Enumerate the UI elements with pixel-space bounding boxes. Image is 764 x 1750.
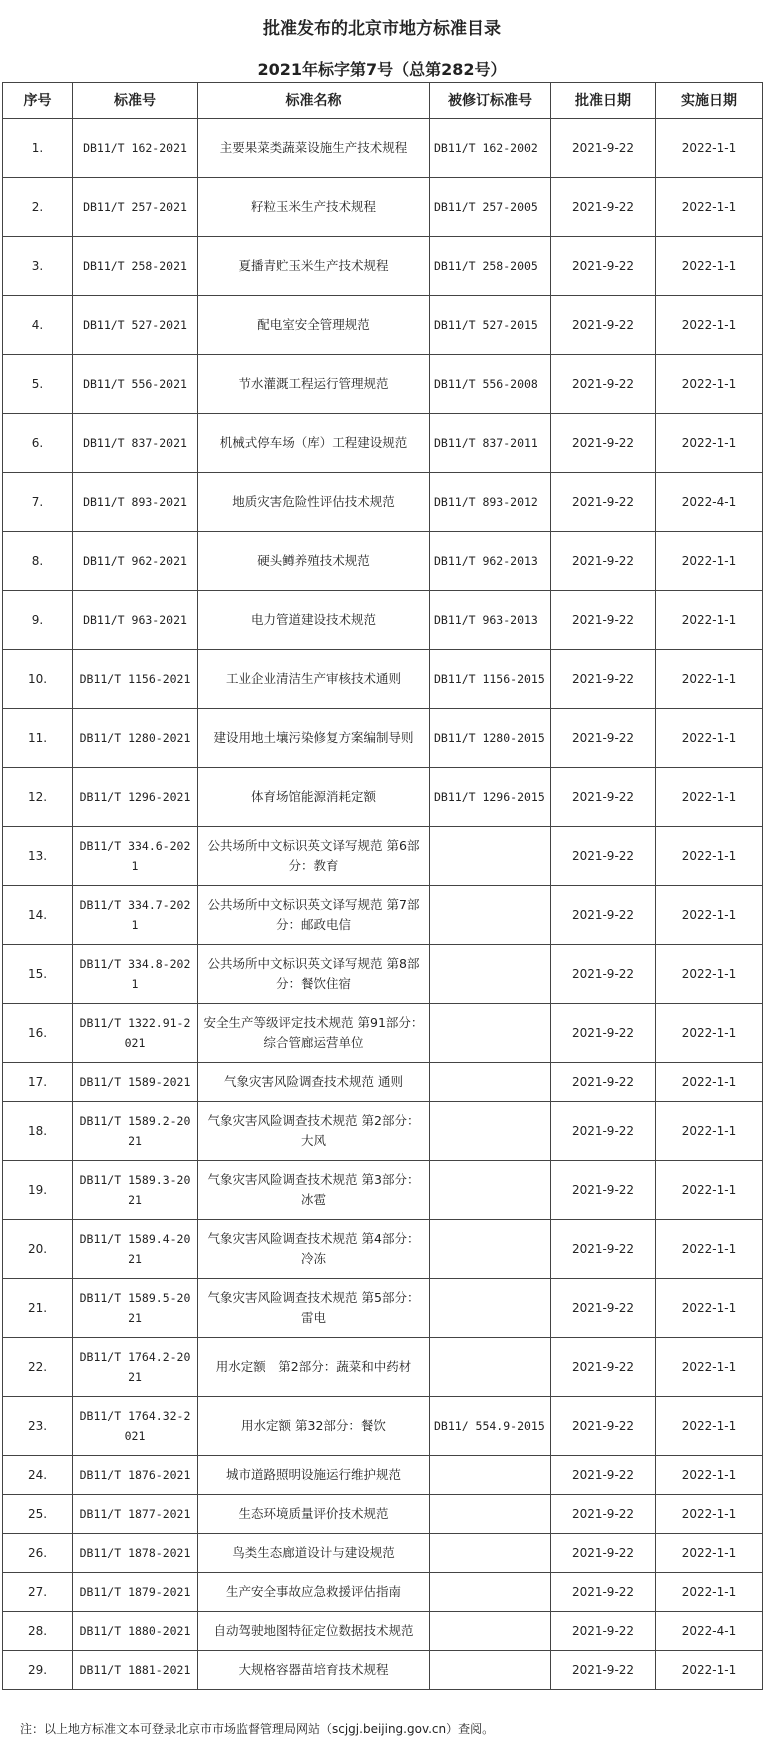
cell-effective: 2022-1-1: [656, 768, 763, 827]
cell-code: DB11/T 1881-2021: [73, 1651, 198, 1690]
cell-approved: 2021-9-22: [551, 1573, 656, 1612]
cell-name: 气象灾害风险调查技术规范 通则: [198, 1063, 430, 1102]
cell-approved: 2021-9-22: [551, 1495, 656, 1534]
cell-revised: DB11/T 1280-2015: [430, 709, 551, 768]
cell-name: 生态环境质量评价技术规范: [198, 1495, 430, 1534]
cell-name: 公共场所中文标识英文译写规范 第8部分：餐饮住宿: [198, 945, 430, 1004]
cell-no: 12.: [3, 768, 73, 827]
cell-revised: DB11/T 1156-2015: [430, 650, 551, 709]
cell-no: 21.: [3, 1279, 73, 1338]
cell-no: 28.: [3, 1612, 73, 1651]
table-row: [3, 1279, 763, 1338]
cell-name: 夏播青贮玉米生产技术规程: [198, 237, 430, 296]
cell-revised: [430, 945, 551, 1004]
column-header-code: 标准号: [73, 83, 198, 119]
cell-revised: [430, 827, 551, 886]
cell-effective: 2022-1-1: [656, 119, 763, 178]
cell-approved: 2021-9-22: [551, 1161, 656, 1220]
cell-effective: 2022-1-1: [656, 1534, 763, 1573]
cell-no: 9.: [3, 591, 73, 650]
cell-approved: 2021-9-22: [551, 414, 656, 473]
cell-name: 大规格容器苗培育技术规程: [198, 1651, 430, 1690]
cell-name: 生产安全事故应急救援评估指南: [198, 1573, 430, 1612]
cell-approved: 2021-9-22: [551, 945, 656, 1004]
cell-revised: [430, 1161, 551, 1220]
cell-effective: 2022-1-1: [656, 1573, 763, 1612]
cell-approved: 2021-9-22: [551, 178, 656, 237]
cell-code: DB11/T 1589-2021: [73, 1063, 198, 1102]
cell-approved: 2021-9-22: [551, 1102, 656, 1161]
table-row: [3, 1534, 763, 1573]
table-row: [3, 1161, 763, 1220]
cell-no: 16.: [3, 1004, 73, 1063]
cell-effective: 2022-1-1: [656, 650, 763, 709]
cell-revised: DB11/T 962-2013: [430, 532, 551, 591]
cell-effective: 2022-1-1: [656, 1063, 763, 1102]
cell-effective: 2022-1-1: [656, 1220, 763, 1279]
cell-effective: 2022-1-1: [656, 1161, 763, 1220]
cell-name: 硬头鳟养殖技术规范: [198, 532, 430, 591]
cell-revised: [430, 1220, 551, 1279]
cell-revised: [430, 1534, 551, 1573]
cell-approved: 2021-9-22: [551, 1397, 656, 1456]
cell-revised: [430, 1063, 551, 1102]
cell-no: 26.: [3, 1534, 73, 1573]
cell-no: 11.: [3, 709, 73, 768]
cell-revised: [430, 1495, 551, 1534]
cell-code: DB11/T 837-2021: [73, 414, 198, 473]
cell-approved: 2021-9-22: [551, 532, 656, 591]
cell-effective: 2022-1-1: [656, 532, 763, 591]
cell-no: 13.: [3, 827, 73, 886]
cell-name: 节水灌溉工程运行管理规范: [198, 355, 430, 414]
cell-name: 气象灾害风险调查技术规范 第4部分：冷冻: [198, 1220, 430, 1279]
cell-approved: 2021-9-22: [551, 1456, 656, 1495]
cell-approved: 2021-9-22: [551, 1651, 656, 1690]
cell-name: 气象灾害风险调查技术规范 第2部分：大风: [198, 1102, 430, 1161]
cell-approved: 2021-9-22: [551, 1004, 656, 1063]
cell-approved: 2021-9-22: [551, 768, 656, 827]
cell-no: 14.: [3, 886, 73, 945]
cell-no: 29.: [3, 1651, 73, 1690]
table-row: [3, 591, 763, 650]
table-row: [3, 945, 763, 1004]
cell-code: DB11/T 1880-2021: [73, 1612, 198, 1651]
cell-code: DB11/T 334.8-2021: [73, 945, 198, 1004]
table-row: [3, 532, 763, 591]
cell-approved: 2021-9-22: [551, 296, 656, 355]
cell-revised: DB11/ 554.9-2015: [430, 1397, 551, 1456]
cell-code: DB11/T 556-2021: [73, 355, 198, 414]
cell-revised: DB11/T 963-2013: [430, 591, 551, 650]
cell-effective: 2022-1-1: [656, 827, 763, 886]
cell-revised: [430, 1651, 551, 1690]
table-row: [3, 1004, 763, 1063]
cell-name: 电力管道建设技术规范: [198, 591, 430, 650]
table-row: [3, 709, 763, 768]
cell-name: 体育场馆能源消耗定额: [198, 768, 430, 827]
cell-code: DB11/T 1877-2021: [73, 1495, 198, 1534]
cell-revised: [430, 1456, 551, 1495]
cell-revised: [430, 1004, 551, 1063]
cell-name: 籽粒玉米生产技术规程: [198, 178, 430, 237]
cell-revised: DB11/T 556-2008: [430, 355, 551, 414]
table-row: [3, 119, 763, 178]
table-row: [3, 1220, 763, 1279]
cell-name: 鸟类生态廊道设计与建设规范: [198, 1534, 430, 1573]
cell-no: 22.: [3, 1338, 73, 1397]
cell-effective: 2022-4-1: [656, 1612, 763, 1651]
cell-no: 20.: [3, 1220, 73, 1279]
cell-name: 主要果菜类蔬菜设施生产技术规程: [198, 119, 430, 178]
cell-name: 用水定额 第32部分：餐饮: [198, 1397, 430, 1456]
cell-name: 气象灾害风险调查技术规范 第3部分：冰雹: [198, 1161, 430, 1220]
cell-no: 25.: [3, 1495, 73, 1534]
cell-effective: 2022-1-1: [656, 355, 763, 414]
table-row: [3, 237, 763, 296]
cell-no: 10.: [3, 650, 73, 709]
table-row: [3, 886, 763, 945]
cell-approved: 2021-9-22: [551, 119, 656, 178]
table-header-row: [3, 83, 763, 119]
cell-code: DB11/T 1589.5-2021: [73, 1279, 198, 1338]
cell-no: 6.: [3, 414, 73, 473]
cell-revised: DB11/T 162-2002: [430, 119, 551, 178]
cell-effective: 2022-1-1: [656, 709, 763, 768]
table-row: [3, 1063, 763, 1102]
cell-name: 自动驾驶地图特征定位数据技术规范: [198, 1612, 430, 1651]
footnote: 注：以上地方标准文本可登录北京市市场监督管理局网站（scjgj.beijing.gov.cn）查阅。: [20, 1722, 495, 1736]
cell-revised: [430, 1102, 551, 1161]
cell-code: DB11/T 1879-2021: [73, 1573, 198, 1612]
column-header-revised: 被修订标准号: [430, 83, 551, 119]
cell-no: 2.: [3, 178, 73, 237]
cell-code: DB11/T 963-2021: [73, 591, 198, 650]
cell-revised: [430, 1279, 551, 1338]
cell-effective: 2022-1-1: [656, 178, 763, 237]
cell-name: 公共场所中文标识英文译写规范 第6部分：教育: [198, 827, 430, 886]
cell-effective: 2022-1-1: [656, 1004, 763, 1063]
cell-no: 27.: [3, 1573, 73, 1612]
cell-effective: 2022-1-1: [656, 414, 763, 473]
cell-revised: [430, 886, 551, 945]
cell-code: DB11/T 1878-2021: [73, 1534, 198, 1573]
table-row: [3, 178, 763, 237]
cell-code: DB11/T 1589.4-2021: [73, 1220, 198, 1279]
cell-effective: 2022-1-1: [656, 1102, 763, 1161]
cell-approved: 2021-9-22: [551, 237, 656, 296]
page-title: 批准发布的北京市地方标准目录: [263, 19, 501, 39]
column-header-no: 序号: [3, 83, 73, 119]
cell-name: 用水定额 第2部分：蔬菜和中药材: [198, 1338, 430, 1397]
cell-code: DB11/T 1280-2021: [73, 709, 198, 768]
table-row: [3, 1495, 763, 1534]
cell-code: DB11/T 257-2021: [73, 178, 198, 237]
table-row: [3, 1573, 763, 1612]
cell-effective: 2022-1-1: [656, 1651, 763, 1690]
cell-name: 机械式停车场（库）工程建设规范: [198, 414, 430, 473]
column-header-effective: 实施日期: [656, 83, 763, 119]
cell-approved: 2021-9-22: [551, 1279, 656, 1338]
cell-no: 4.: [3, 296, 73, 355]
cell-approved: 2021-9-22: [551, 650, 656, 709]
cell-no: 3.: [3, 237, 73, 296]
cell-no: 8.: [3, 532, 73, 591]
cell-name: 地质灾害危险性评估技术规范: [198, 473, 430, 532]
cell-effective: 2022-1-1: [656, 296, 763, 355]
table-row: [3, 414, 763, 473]
cell-approved: 2021-9-22: [551, 355, 656, 414]
cell-code: DB11/T 527-2021: [73, 296, 198, 355]
cell-revised: DB11/T 893-2012: [430, 473, 551, 532]
cell-revised: [430, 1338, 551, 1397]
cell-code: DB11/T 334.7-2021: [73, 886, 198, 945]
cell-code: DB11/T 1764.32-2021: [73, 1397, 198, 1456]
cell-approved: 2021-9-22: [551, 473, 656, 532]
table-row: [3, 827, 763, 886]
cell-no: 7.: [3, 473, 73, 532]
cell-code: DB11/T 334.6-2021: [73, 827, 198, 886]
cell-revised: [430, 1573, 551, 1612]
cell-name: 公共场所中文标识英文译写规范 第7部分：邮政电信: [198, 886, 430, 945]
table-row: [3, 1102, 763, 1161]
table-row: [3, 1651, 763, 1690]
column-header-approved: 批准日期: [551, 83, 656, 119]
cell-effective: 2022-1-1: [656, 1397, 763, 1456]
table-body: [3, 119, 763, 1690]
cell-revised: DB11/T 1296-2015: [430, 768, 551, 827]
cell-effective: 2022-1-1: [656, 237, 763, 296]
cell-code: DB11/T 962-2021: [73, 532, 198, 591]
cell-no: 23.: [3, 1397, 73, 1456]
cell-approved: 2021-9-22: [551, 1612, 656, 1651]
cell-approved: 2021-9-22: [551, 1534, 656, 1573]
cell-no: 24.: [3, 1456, 73, 1495]
cell-approved: 2021-9-22: [551, 591, 656, 650]
cell-code: DB11/T 1296-2021: [73, 768, 198, 827]
cell-no: 19.: [3, 1161, 73, 1220]
cell-approved: 2021-9-22: [551, 1063, 656, 1102]
cell-no: 18.: [3, 1102, 73, 1161]
cell-revised: [430, 1612, 551, 1651]
table-row: [3, 296, 763, 355]
table-row: [3, 355, 763, 414]
cell-effective: 2022-4-1: [656, 473, 763, 532]
cell-effective: 2022-1-1: [656, 1279, 763, 1338]
cell-revised: DB11/T 258-2005: [430, 237, 551, 296]
cell-code: DB11/T 1589.3-2021: [73, 1161, 198, 1220]
table-row: [3, 1456, 763, 1495]
table-row: [3, 473, 763, 532]
cell-approved: 2021-9-22: [551, 1338, 656, 1397]
cell-name: 安全生产等级评定技术规范 第91部分：综合管廊运营单位: [198, 1004, 430, 1063]
cell-code: DB11/T 1764.2-2021: [73, 1338, 198, 1397]
cell-no: 1.: [3, 119, 73, 178]
cell-code: DB11/T 162-2021: [73, 119, 198, 178]
page-subtitle: 2021年标字第7号（总第282号）: [257, 60, 507, 79]
cell-revised: DB11/T 837-2011: [430, 414, 551, 473]
cell-effective: 2022-1-1: [656, 591, 763, 650]
cell-approved: 2021-9-22: [551, 886, 656, 945]
cell-approved: 2021-9-22: [551, 1220, 656, 1279]
cell-name: 工业企业清洁生产审核技术通则: [198, 650, 430, 709]
cell-effective: 2022-1-1: [656, 945, 763, 1004]
cell-name: 配电室安全管理规范: [198, 296, 430, 355]
standards-table: [2, 82, 763, 1690]
cell-revised: DB11/T 527-2015: [430, 296, 551, 355]
cell-no: 5.: [3, 355, 73, 414]
cell-approved: 2021-9-22: [551, 827, 656, 886]
cell-name: 气象灾害风险调查技术规范 第5部分：雷电: [198, 1279, 430, 1338]
cell-effective: 2022-1-1: [656, 1495, 763, 1534]
cell-code: DB11/T 1589.2-2021: [73, 1102, 198, 1161]
cell-no: 15.: [3, 945, 73, 1004]
column-header-name: 标准名称: [198, 83, 430, 119]
table-row: [3, 1338, 763, 1397]
cell-effective: 2022-1-1: [656, 886, 763, 945]
cell-effective: 2022-1-1: [656, 1338, 763, 1397]
table-row: [3, 1612, 763, 1651]
cell-approved: 2021-9-22: [551, 709, 656, 768]
cell-code: DB11/T 1156-2021: [73, 650, 198, 709]
cell-code: DB11/T 1322.91-2021: [73, 1004, 198, 1063]
cell-name: 城市道路照明设施运行维护规范: [198, 1456, 430, 1495]
table-row: [3, 1397, 763, 1456]
table-row: [3, 650, 763, 709]
cell-name: 建设用地土壤污染修复方案编制导则: [198, 709, 430, 768]
cell-code: DB11/T 1876-2021: [73, 1456, 198, 1495]
cell-no: 17.: [3, 1063, 73, 1102]
table-row: [3, 768, 763, 827]
cell-code: DB11/T 893-2021: [73, 473, 198, 532]
cell-code: DB11/T 258-2021: [73, 237, 198, 296]
cell-revised: DB11/T 257-2005: [430, 178, 551, 237]
cell-effective: 2022-1-1: [656, 1456, 763, 1495]
